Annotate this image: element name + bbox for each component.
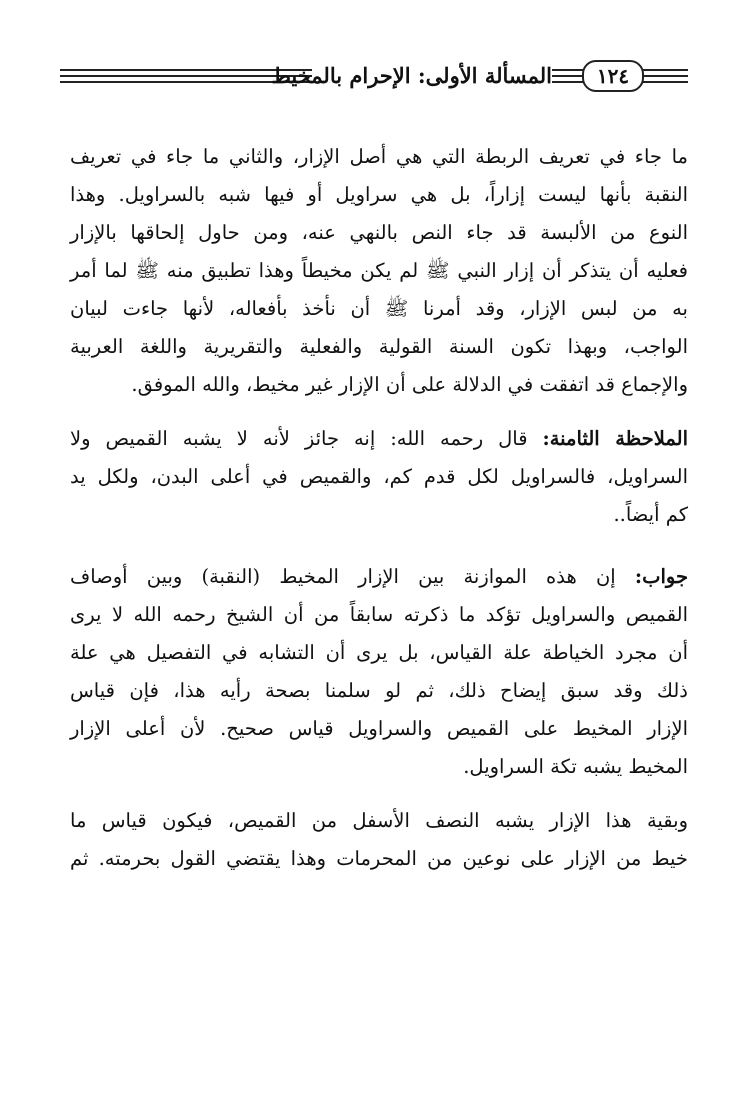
- text-line: النقبة بأنها ليست إزاراً، بل هي سراويل أو فيها شبه بالسراويل. وهذا: [70, 183, 688, 207]
- text-line: أن مجرد الخياطة علة القياس، بل يرى أن التشابه في التفصيل هي علة: [70, 641, 688, 665]
- body-text: [70, 138, 688, 878]
- text-line: [70, 558, 688, 596]
- text-line: النوع من الألبسة قد جاء النص بالنهي عنه، ومن حاول إلحاقها بالإزار: [70, 221, 688, 245]
- text-line: كم أيضاً..: [613, 503, 688, 527]
- chapter-title: المسألة الأولى: الإحرام بالمخيط: [312, 60, 552, 94]
- text-line: السراويل، فالسراويل لكل قدم كم، والقميص في أعلى البدن، ولكل يد: [70, 465, 688, 489]
- text-line: خيط من الإزار على نوعين من المحرمات وهذا يقتضي القول بحرمته. ثم: [70, 847, 688, 871]
- running-header: [60, 58, 688, 102]
- text-line: ذلك وقد سبق إيضاح ذلك، ثم لو سلمنا بصحة رأيه هذا، فإن قياس: [70, 679, 688, 703]
- paragraph: [70, 420, 688, 534]
- paragraph-spacing: [70, 534, 688, 558]
- answer-heading: جواب:: [634, 565, 688, 589]
- text-line: القميص والسراويل تؤكد ما ذكرته سابقاً من أن الشيخ رحمه الله لا يرى: [70, 603, 688, 627]
- paragraph-spacing: [70, 786, 688, 802]
- text-line: والإجماع قد اتفقت في الدلالة على أن الإزار غير مخيط، والله الموفق.: [131, 373, 688, 397]
- text-line: فعليه أن يتذكر أن إزار النبي ﷺ لم يكن مخيطاً وهذا تطبيق منه ﷺ لما أمر: [70, 259, 688, 283]
- paragraph: [70, 802, 688, 878]
- paragraph: [70, 558, 688, 786]
- text-line: المخيط يشبه تكة السراويل.: [463, 755, 688, 779]
- text-line: به من لبس الإزار، وقد أمرنا ﷺ أن نأخذ بأفعاله، لأنها جاءت لبيان: [70, 297, 688, 321]
- text-line: [70, 420, 688, 458]
- paragraph: [70, 138, 688, 404]
- text-run: إن هذه الموازنة بين الإزار المخيط (النقبة) وبين أوصاف: [70, 565, 635, 589]
- text-line: الواجب، وبهذا تكون السنة القولية والفعلية والتقريرية واللغة العربية: [70, 335, 688, 359]
- paragraph-spacing: [70, 404, 688, 420]
- text-line: ما جاء في تعريف الربطة التي هي أصل الإزار، والثاني ما جاء في تعريف: [70, 145, 688, 168]
- text-line: وبقية هذا الإزار يشبه النصف الأسفل من القميص، فيكون قياس ما: [70, 809, 688, 833]
- text-line: الإزار المخيط على القميص والسراويل قياس صحيح. لأن أعلى الإزار: [70, 717, 688, 741]
- remark-heading: الملاحظة الثامنة:: [542, 427, 688, 451]
- page-number: ١٢٤: [582, 60, 644, 92]
- text-run: قال رحمه الله: إنه جائز لأنه لا يشبه القميص ولا: [70, 427, 543, 451]
